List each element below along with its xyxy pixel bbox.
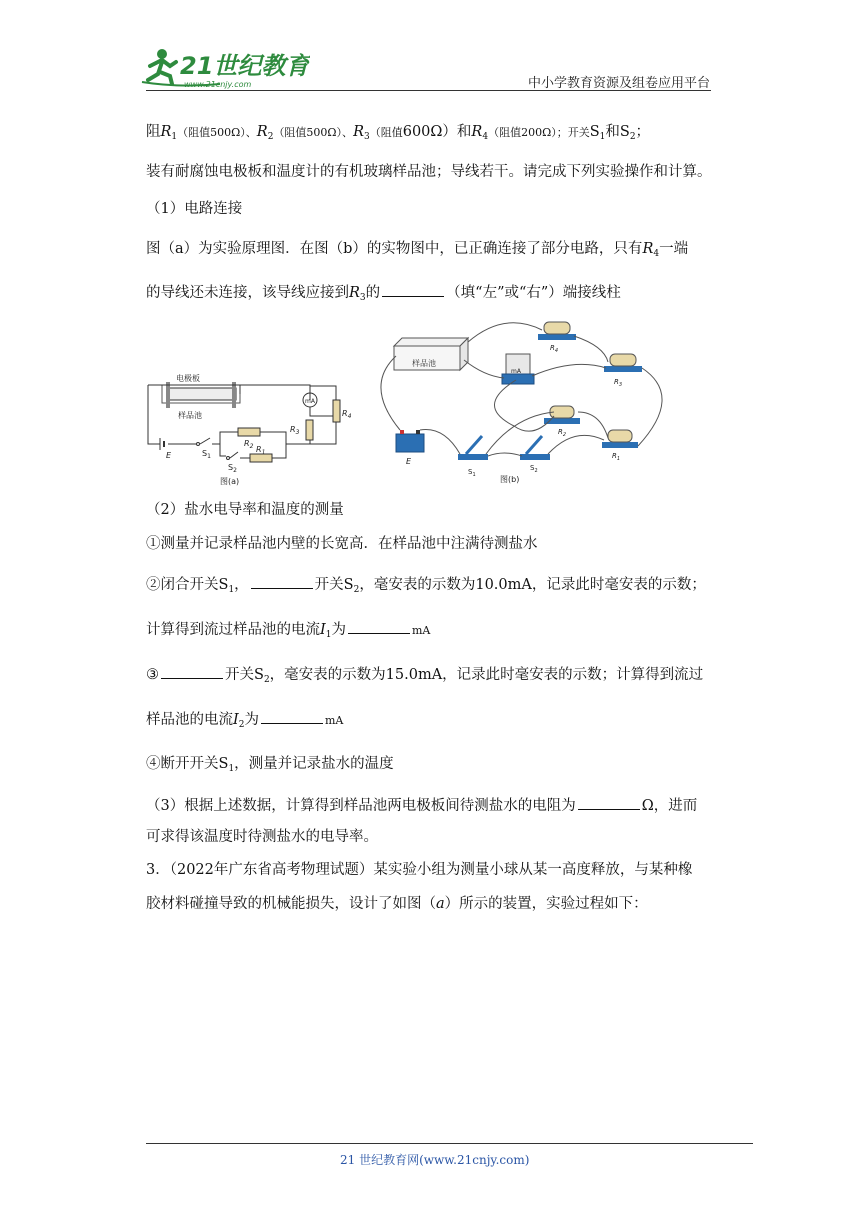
- r2-label-a: R: [244, 439, 250, 448]
- figure-intro-line: 图（a）为实验原理图．在图（b）的实物图中，已正确连接了部分电路，只有$R_4$一端: [146, 241, 689, 259]
- switch-s2-b: [520, 436, 550, 474]
- question-3-line-2: 胶材料碰撞导致的机械能损失，设计了如图（a）所示的装置，实验过程如下：: [146, 896, 648, 912]
- svg-text:S2: $S_2$: [228, 463, 237, 474]
- runner-logo-icon: [140, 44, 310, 90]
- step-2: ②闭合开关$S_1$， 开关$S_2$，毫安表的示数为10.0mA，记录此时毫安表的示数；: [146, 574, 706, 600]
- resistor-r4-b: [538, 322, 576, 354]
- answer-blank[interactable]: [261, 709, 323, 724]
- s1-label-a: S: [202, 449, 208, 458]
- r1-label-a: R: [256, 445, 262, 454]
- section-2-heading: （2）盐水电导率和温度的测量: [146, 502, 344, 518]
- resistor-r2-b: [544, 406, 580, 438]
- r4-label-a: R: [342, 409, 348, 418]
- equipment-line: 装有耐腐蚀电极板和温度计的有机玻璃样品池；导线若干。请完成下列实验操作和计算。: [146, 164, 712, 180]
- answer-blank[interactable]: [161, 664, 223, 679]
- svg-text:R3: $R_3$: [290, 425, 300, 436]
- svg-text:S1: $S_1$: [468, 468, 476, 478]
- battery-label-a: E: [166, 451, 172, 460]
- resistor-list-line: 阻$R_1$（阻值500Ω）、$R_2$（阻值500Ω）、$R_3$（阻值600Ω）和$R_4$（阻值200Ω）；开关$S_1$和$S_2$；: [146, 124, 651, 142]
- svg-text:R3: $R_3$: [614, 378, 623, 388]
- connection-question: 的导线还未连接，该导线应接到$R_3$的 （填“左”或“右”）端接线柱: [146, 282, 621, 308]
- section-3-cont: 可求得该温度时待测盐水的电导率。: [146, 829, 378, 845]
- svg-text:R4: $R_4$: [342, 409, 352, 420]
- svg-text:R2: $R_2$: [244, 439, 254, 450]
- footer-text[interactable]: 21 世纪教育网(www.21cnjy.com): [340, 1153, 530, 1167]
- r3-label-a: R: [290, 425, 296, 434]
- question-3-line-1: 3．（2022年广东省高考物理试题）某实验小组为测量小球从某一高度释放，与某种橡: [146, 862, 693, 878]
- step-1: ①测量并记录样品池内壁的长宽高．在样品池中注满待测盐水: [146, 536, 538, 552]
- caption-a: 图(a): [220, 477, 240, 486]
- svg-text:R1: $R_1$: [256, 445, 266, 456]
- logo-text: 21世纪教育: [180, 52, 310, 80]
- step-2-calc: 计算得到流过样品池的电流$I_1$为 mA: [146, 619, 430, 645]
- physical-circuit-b: [364, 316, 684, 488]
- circuit-diagram-a: [140, 364, 360, 488]
- resistor-r3-b: [604, 354, 642, 388]
- meter-label-b: mA: [511, 368, 521, 375]
- platform-name: 中小学教育资源及组卷应用平台: [528, 76, 711, 91]
- footer-rule: [146, 1143, 753, 1144]
- step-3: ③ 开关$S_2$，毫安表的示数为15.0mA，记录此时毫安表的示数；计算得到流过: [146, 664, 703, 690]
- pool-label-a: 样品池: [178, 411, 202, 420]
- svg-text:E: E: [406, 457, 412, 466]
- section-1-heading: （1）电路连接: [146, 201, 243, 217]
- svg-text:R1: $R_1$: [612, 452, 621, 462]
- header-rule: [146, 90, 711, 91]
- meter-label-a: mA: [305, 398, 315, 405]
- svg-text:R4: $R_4$: [550, 344, 559, 354]
- caption-b: 图(b): [500, 475, 520, 484]
- logo-url: www.21cnjy.com: [184, 80, 252, 89]
- svg-text:S1: $S_1$: [202, 449, 211, 460]
- svg-text:S2: $S_2$: [530, 464, 538, 474]
- electrode-label: 电极板: [176, 374, 200, 383]
- pool-label-b: 样品池: [412, 359, 436, 368]
- header-logo: [140, 44, 310, 90]
- answer-blank[interactable]: [251, 574, 313, 589]
- battery-b: [396, 430, 424, 466]
- step-3-calc: 样品池的电流$I_2$为 mA: [146, 709, 343, 735]
- switch-s1-b: [458, 436, 488, 478]
- answer-blank[interactable]: [348, 619, 410, 634]
- section-3: （3）根据上述数据，计算得到样品池两电极板间待测盐水的电阻为 Ω，进而: [146, 795, 697, 816]
- s2-label-a: S: [228, 463, 234, 472]
- svg-text:R2: $R_2$: [558, 428, 567, 438]
- step-4: ④断开开关$S_1$，测量并记录盐水的温度: [146, 756, 394, 774]
- answer-blank[interactable]: [578, 795, 640, 810]
- answer-blank[interactable]: [382, 282, 444, 297]
